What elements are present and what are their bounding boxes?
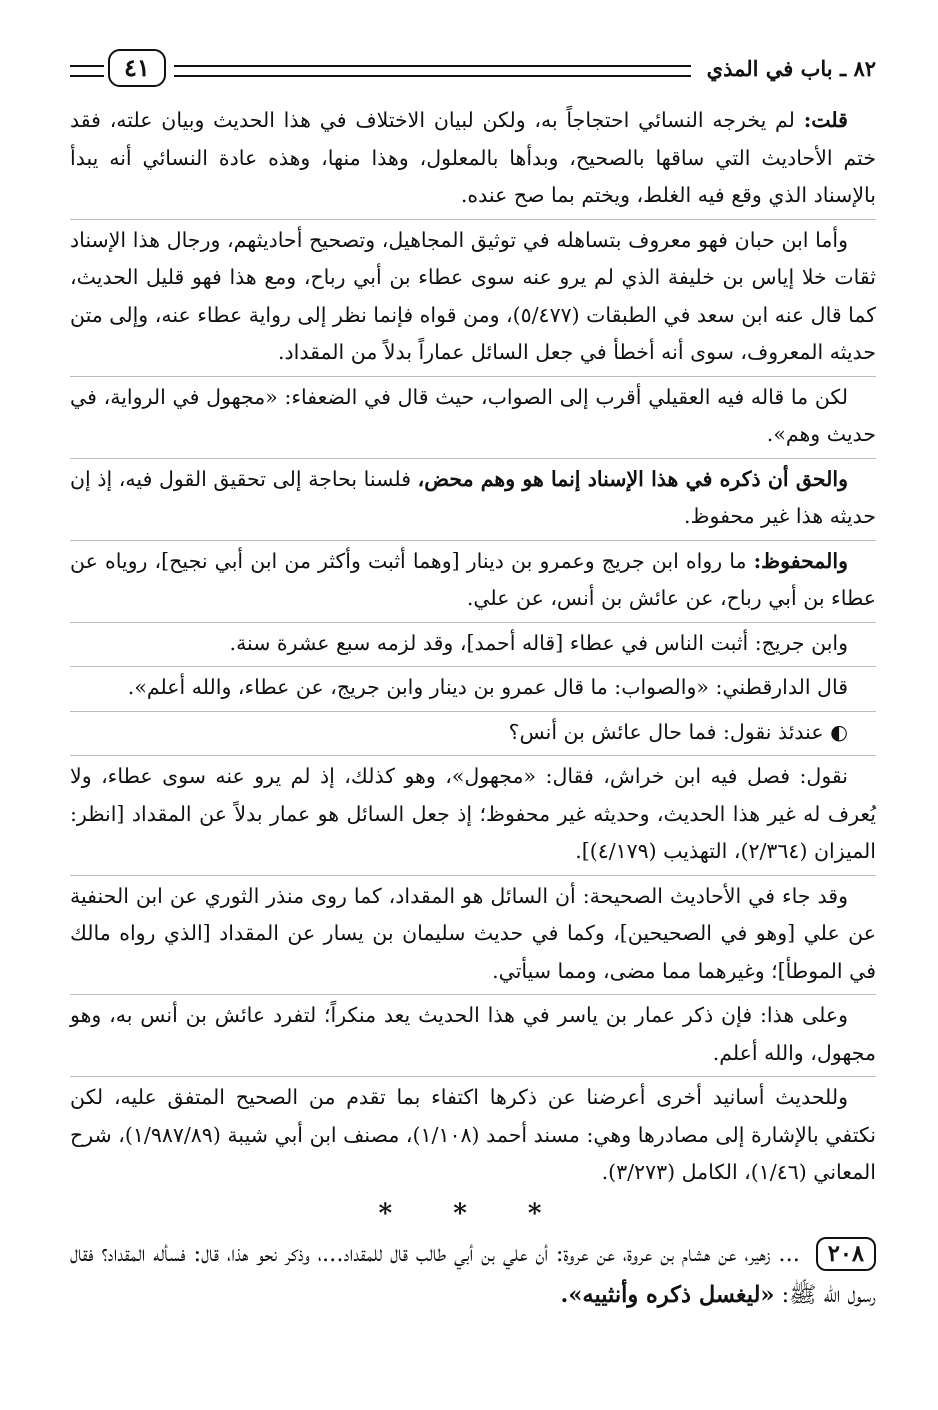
hadith-block — [70, 1234, 876, 1316]
paragraph — [70, 458, 876, 536]
paragraph — [70, 875, 876, 991]
paragraph — [70, 711, 876, 752]
hadith-number: ٢٠٨ — [816, 1237, 876, 1271]
paragraph-text: قال الدارقطني: «والصواب: ما قال عمرو بن دينار وابن جريج، عن عطاء، والله أعلم». — [127, 675, 848, 699]
page-number-badge — [70, 49, 166, 87]
paragraph-text: وقد جاء في الأحاديث الصحيحة: أن السائل هو المقداد، كما روى منذر الثوري عن ابن الحنفية عن علي [وهو في الصحيحين]، وكما في حديث سليمان بن يسار عن المقداد [الذي رواه مالك في الموطأ]؛ وغيرهما مما مضى، ومما سيأتي. — [70, 883, 876, 983]
page-number: ٤١ — [108, 49, 166, 87]
paragraph-text: نقول: فصل فيه ابن خراش، فقال: «مجهول»، وهو كذلك، إذ لم يرو عنه سوى عطاء، ولا يُعرف له غير هذا الحديث، وحديثه غير محفوظ؛ إذ جعل السائل هو عمار بدلاً عن المقداد [انظر: الميزان (٢/٣٦٤)، التهذيب (٤/١٧٩)]. — [70, 764, 876, 863]
hadith-text: ... زهير، عن هشام بن عروة، عن عروة: أن علي بن أبي طالب قال للمقداد...، وذكر نحو هذا، قال: فسأله المقداد؟ فقال رسول الله ﷺ: — [70, 1240, 876, 1308]
paragraph — [70, 219, 876, 372]
paragraph — [70, 666, 876, 707]
badge-rule — [70, 65, 104, 77]
paragraph-text: وللحديث أسانيد أخرى أعرضنا عن ذكرها اكتفاء بما تقدم من الصحيح المتفق عليه، لكن نكتفي بالإشارة إلى مصادرها وهي: مسند أحمد (١/١٠٨)، مصنف ابن أبي شيبة (١/٩٨٧/٨٩)، شرح المعاني (١/٤٦)، الكامل (٣/٢٧٣). — [70, 1085, 876, 1184]
paragraph-text: لم يخرجه النسائي احتجاجاً به، ولكن لبيان الاختلاف في هذا الحديث وبيان علته، فقد ختم الأحاديث التي ساقها بالصحيح، وبدأها بالمعلول، وهذا منها، وهذه عادة النسائي أنه يبدأ بالإسناد الذي وقع فيه الغلط، ويختم بما صح عنده. — [70, 108, 876, 207]
paragraph — [70, 102, 876, 215]
paragraph-text: وأما ابن حبان فهو معروف بتساهله في توثيق المجاهيل، وتصحيح أحاديثهم، ورجال هذا الإسناد ثقات خلا إياس بن خليفة الذي لم يرو عنه سوى عطاء بن أبي رباح، ومع هذا فهو قليل الحديث، كما قال عنه ابن سعد في الطبقات (٥/٤٧٧)، ومن قواه فإنما نظر إلى رواية عطاء عنه، وإلى متن حديثه المعروف، سوى أنه أخطأ في جعل السائل عماراً بدلاً من المقداد. — [69, 227, 876, 364]
paragraph — [70, 376, 876, 454]
paragraph-text: لكن ما قاله فيه العقيلي أقرب إلى الصواب، حيث قال في الضعفاء: «مجهول في الرواية، في حديث وهم». — [70, 384, 876, 446]
paragraph-lead: قلت: — [803, 108, 848, 132]
paragraph-text: ◐ عندئذ نقول: فما حال عائش بن أنس؟ — [508, 719, 848, 744]
chapter-title: ٨٢ ـ باب في المذي — [706, 55, 876, 81]
header-rule — [174, 65, 691, 77]
hadith-quote: «ليغسل ذكره وأنثييه». — [560, 1281, 775, 1308]
paragraph — [70, 622, 876, 663]
paragraph-text: وعلى هذا: فإن ذكر عمار بن ياسر في هذا الحديث يعد منكراً؛ لتفرد عائش بن أنس به، وهو مجهول، والله أعلم. — [70, 1003, 876, 1065]
paragraph-text: فلسنا بحاجة إلى تحقيق القول فيه، إذ إن حديثه هذا غير محفوظ. — [70, 466, 876, 528]
paragraph — [70, 1076, 876, 1192]
section-separator: * * * — [378, 1198, 568, 1229]
page-header — [70, 40, 876, 96]
paragraph — [70, 994, 876, 1072]
main-text — [70, 102, 876, 1192]
paragraph-lead: والحق أن ذكره في هذا الإسناد إنما هو وهم محض، — [417, 466, 848, 491]
paragraph — [70, 755, 876, 871]
paragraph-text: ما رواه ابن جريج وعمرو بن دينار [وهما أثبت وأكثر من ابن أبي نجيح]، روياه عن عطاء بن أبي رباح، عن عائش بن أنس، عن علي. — [70, 548, 876, 610]
paragraph-text: وابن جريج: أثبت الناس في عطاء [قاله أحمد]، وقد لزمه سبع عشرة سنة. — [229, 630, 848, 655]
paragraph-lead: والمحفوظ: — [753, 548, 848, 573]
paragraph — [70, 540, 876, 618]
